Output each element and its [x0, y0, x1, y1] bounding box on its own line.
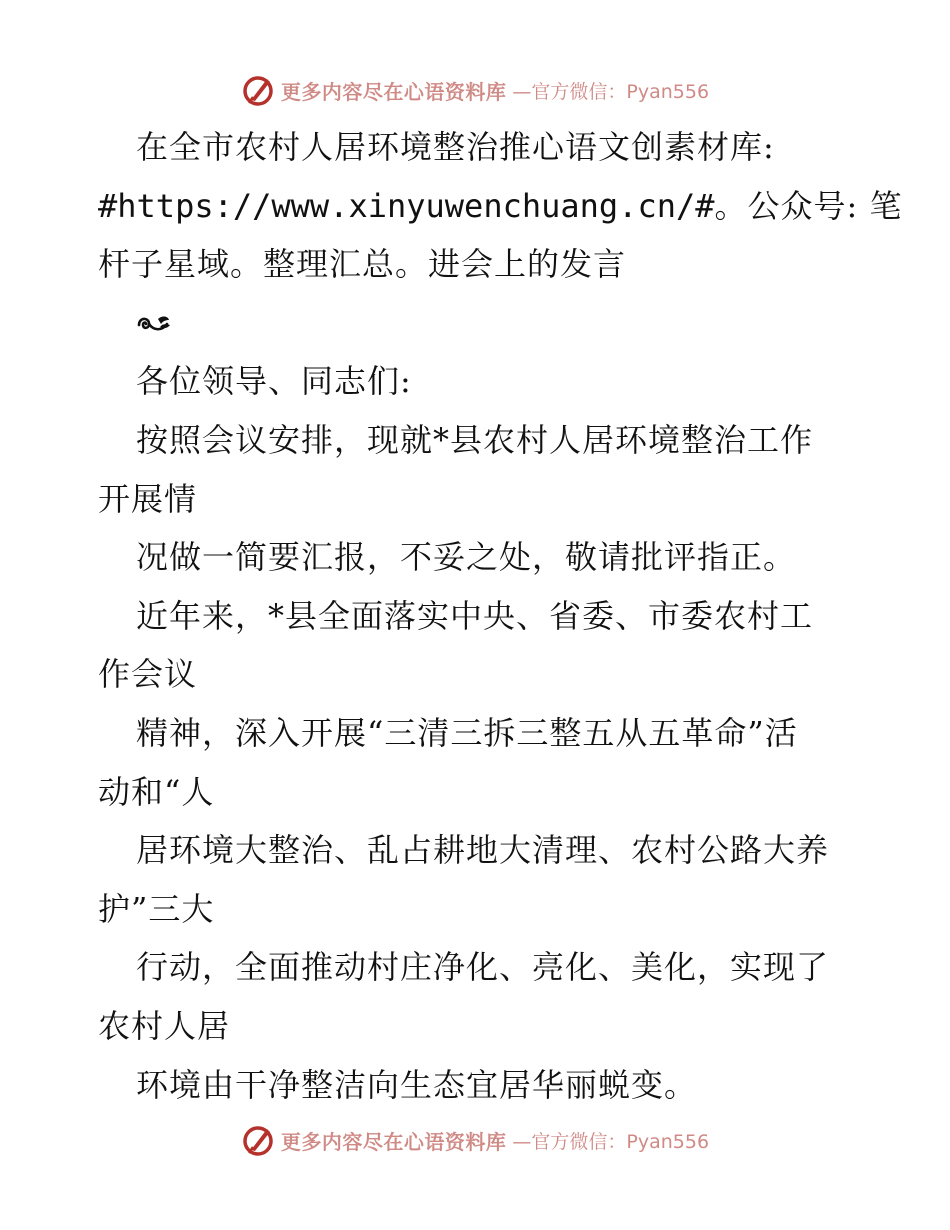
greeting: 各位领导、同志们:: [136, 362, 412, 401]
paragraph-line: 作会议: [98, 655, 198, 694]
banner-wechat-text: —官方微信：Pyan556: [512, 1130, 710, 1153]
paragraph-line: 护”三大: [98, 889, 215, 928]
document-title-line-1: 在全市农村人居环境整治推心语文创素材库:: [136, 128, 775, 166]
header-banner: [0, 70, 950, 110]
paragraph-line: 按照会议安排，现就*县农村人居环境整治工作: [136, 420, 814, 459]
footer-banner: [0, 1120, 950, 1160]
document-title-line-3: 杆子星域。整理汇总。进会上的发言: [98, 245, 627, 284]
paragraph-line: 动和“人: [98, 772, 215, 811]
paragraph-line: 况做一简要汇报，不妥之处，敬请批评指正。: [136, 538, 797, 577]
banner-main-text: 更多内容尽在心语资料库: [280, 1129, 507, 1154]
paragraph-line: 行动，全面推动村庄净化、亮化、美化，实现了: [136, 948, 830, 987]
quill-pen-logo-icon: [241, 73, 275, 107]
paragraph-line: 开展情: [98, 479, 198, 518]
banner-main-text: 更多内容尽在心语资料库: [280, 79, 507, 104]
banner-wechat-text: —官方微信：Pyan556: [512, 80, 710, 103]
separator: [98, 294, 858, 353]
quill-pen-logo-icon: [241, 1123, 275, 1157]
paragraph-line: 居环境大整治、乱占耕地大清理、农村公路大养: [136, 831, 830, 870]
account-note: 。公众号: 笔: [714, 186, 903, 225]
paragraph-line: 农村人居: [98, 1006, 231, 1045]
document-title-line-2: [98, 177, 903, 236]
paragraph-line: 精神，深入开展“三清三拆三整五从五革命”活: [136, 713, 798, 752]
paragraph-line: 近年来，*县全面落实中央、省委、市委农村工: [136, 596, 814, 635]
source-url: #https://www.xinyuwenchuang.cn/#: [98, 186, 715, 225]
document-body: [98, 118, 903, 1114]
paragraph-line: 环境由干净整洁向生态宜居华丽蜕变。: [136, 1065, 698, 1104]
fleuron-ornament-icon: [136, 311, 172, 335]
